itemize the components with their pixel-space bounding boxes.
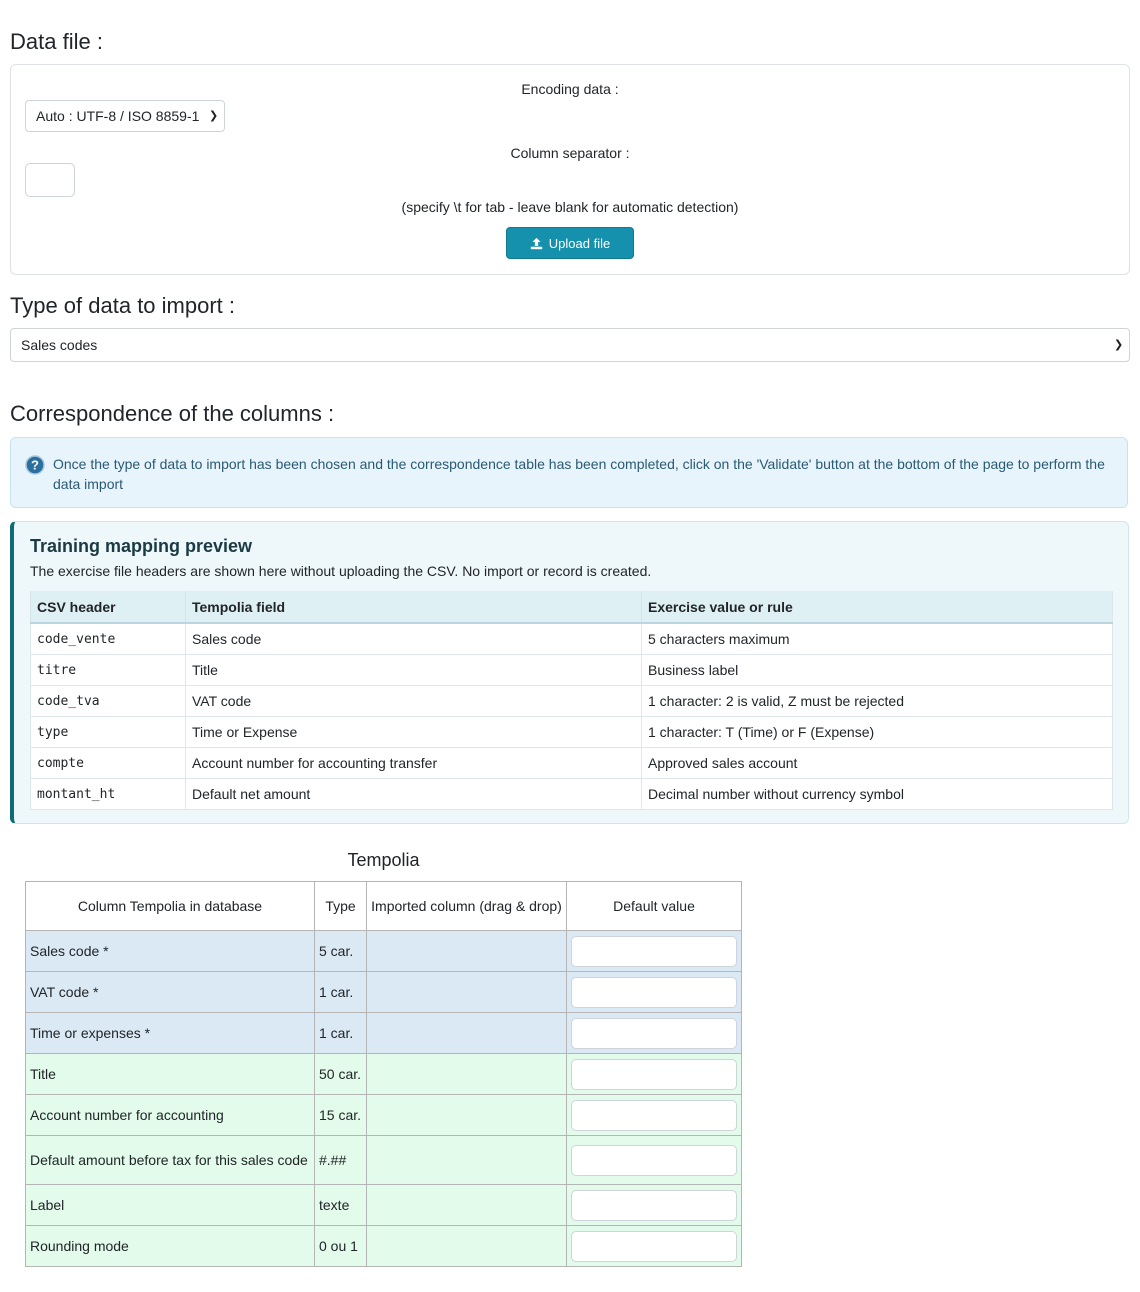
- preview-row: [31, 623, 1113, 655]
- default-value-input[interactable]: [571, 1059, 737, 1090]
- data-file-heading: Data file :: [10, 29, 103, 54]
- mapping-row: [26, 931, 742, 972]
- preview-header-row: [31, 591, 1113, 623]
- mapping-col-database: Column Tempolia in database: [26, 882, 315, 931]
- question-icon: [25, 455, 45, 475]
- mapping-row: [26, 1054, 742, 1095]
- default-value-input[interactable]: [571, 1145, 737, 1176]
- mapping-field-type: 1 car.: [315, 1013, 367, 1054]
- upload-file-label: Upload file: [548, 235, 611, 251]
- mapping-row: [26, 1185, 742, 1226]
- import-type-heading: Type of data to import :: [10, 293, 236, 318]
- default-value-cell: [567, 1013, 742, 1054]
- preview-col-tempolia-field: Tempolia field: [186, 591, 642, 623]
- preview-cell-field: Title: [186, 655, 642, 686]
- chevron-down-icon: ❯: [1114, 339, 1124, 351]
- mapping-field-type: 0 ou 1: [315, 1226, 367, 1267]
- preview-cell-rule: Business label: [642, 655, 1113, 686]
- preview-row: [31, 686, 1113, 717]
- training-preview-panel: [10, 521, 1129, 824]
- default-value-cell: [567, 1054, 742, 1095]
- preview-row: [31, 655, 1113, 686]
- drop-zone[interactable]: [367, 1095, 567, 1136]
- preview-cell-rule: 5 characters maximum: [642, 623, 1113, 655]
- preview-col-csv-header: CSV header: [31, 591, 186, 623]
- preview-description: The exercise file headers are shown here without uploading the CSV. No import or record is created.: [30, 563, 652, 579]
- preview-cell-csv: montant_ht: [31, 779, 186, 810]
- default-value-input[interactable]: [571, 977, 737, 1008]
- chevron-down-icon: ❯: [209, 110, 219, 122]
- preview-cell-csv: titre: [31, 655, 186, 686]
- preview-cell-rule: 1 character: T (Time) or F (Expense): [642, 717, 1113, 748]
- preview-cell-csv: code_tva: [31, 686, 186, 717]
- preview-row: [31, 748, 1113, 779]
- preview-cell-field: Default net amount: [186, 779, 642, 810]
- svg-text:?: ?: [31, 457, 39, 473]
- default-value-cell: [567, 1095, 742, 1136]
- mapping-row: [26, 1013, 742, 1054]
- mapping-row: [26, 1095, 742, 1136]
- mapping-field-type: 50 car.: [315, 1054, 367, 1095]
- data-file-card: [10, 64, 1130, 275]
- mapping-row: [26, 1226, 742, 1267]
- mapping-field-name: Title: [26, 1054, 315, 1095]
- mapping-field-type: 15 car.: [315, 1095, 367, 1136]
- default-value-input[interactable]: [571, 1190, 737, 1221]
- upload-file-button[interactable]: [506, 227, 634, 259]
- default-value-cell: [567, 931, 742, 972]
- separator-input[interactable]: [25, 163, 75, 197]
- preview-table: [30, 591, 1113, 810]
- mapping-field-name: Sales code *: [26, 931, 315, 972]
- preview-cell-rule: 1 character: 2 is valid, Z must be rejected: [642, 686, 1113, 717]
- preview-cell-rule: Decimal number without currency symbol: [642, 779, 1113, 810]
- default-value-input[interactable]: [571, 1100, 737, 1131]
- mapping-col-default: Default value: [567, 882, 742, 931]
- encoding-select-wrap: [25, 100, 225, 132]
- mapping-field-type: 5 car.: [315, 931, 367, 972]
- preview-cell-field: VAT code: [186, 686, 642, 717]
- mapping-table: [25, 881, 742, 1267]
- mapping-field-type: #.##: [315, 1136, 367, 1185]
- preview-row: [31, 717, 1113, 748]
- import-type-select[interactable]: [10, 328, 1130, 362]
- mapping-field-type: texte: [315, 1185, 367, 1226]
- mapping-field-name: Rounding mode: [26, 1226, 315, 1267]
- default-value-cell: [567, 972, 742, 1013]
- drop-zone[interactable]: [367, 972, 567, 1013]
- preview-row: [31, 779, 1113, 810]
- mapping-col-imported: Imported column (drag & drop): [367, 882, 567, 931]
- default-value-cell: [567, 1136, 742, 1185]
- mapping-field-name: Default amount before tax for this sales code: [26, 1136, 315, 1185]
- preview-cell-field: Account number for accounting transfer: [186, 748, 642, 779]
- info-alert: [10, 437, 1128, 508]
- default-value-input[interactable]: [571, 936, 737, 967]
- separator-hint: (specify \t for tab - leave blank for automatic detection): [401, 199, 739, 215]
- default-value-cell: [567, 1185, 742, 1226]
- mapping-field-name: Account number for accounting: [26, 1095, 315, 1136]
- default-value-input[interactable]: [571, 1231, 737, 1262]
- preview-col-exercise-rule: Exercise value or rule: [642, 591, 1113, 623]
- upload-icon: [530, 237, 543, 250]
- info-text: Once the type of data to import has been chosen and the correspondence table has been completed, click on the 'Validate' button at the bottom of the page to perform the data import: [53, 456, 1105, 492]
- preview-cell-rule: Approved sales account: [642, 748, 1113, 779]
- preview-cell-field: Time or Expense: [186, 717, 642, 748]
- mapping-field-name: VAT code *: [26, 972, 315, 1013]
- mapping-field-name: Time or expenses *: [26, 1013, 315, 1054]
- mapping-field-name: Label: [26, 1185, 315, 1226]
- separator-label: Column separator :: [510, 145, 630, 161]
- default-value-cell: [567, 1226, 742, 1267]
- drop-zone[interactable]: [367, 1013, 567, 1054]
- import-type-select-wrap: [10, 328, 1130, 362]
- mapping-row: [26, 972, 742, 1013]
- mapping-header-row: [26, 882, 742, 931]
- preview-cell-csv: code_vente: [31, 623, 186, 655]
- mapping-field-type: 1 car.: [315, 972, 367, 1013]
- preview-cell-csv: compte: [31, 748, 186, 779]
- mapping-col-type: Type: [315, 882, 367, 931]
- preview-cell-field: Sales code: [186, 623, 642, 655]
- default-value-input[interactable]: [571, 1018, 737, 1049]
- encoding-label: Encoding data :: [521, 81, 619, 97]
- drop-zone[interactable]: [367, 1054, 567, 1095]
- mapping-row: [26, 1136, 742, 1185]
- correspondence-heading: Correspondence of the columns :: [10, 401, 335, 426]
- mapping-table-caption: Tempolia: [347, 850, 420, 870]
- drop-zone[interactable]: [367, 931, 567, 972]
- drop-zone[interactable]: [367, 1226, 567, 1267]
- drop-zone[interactable]: [367, 1185, 567, 1226]
- encoding-select[interactable]: [25, 100, 225, 132]
- preview-title: Training mapping preview: [30, 536, 253, 556]
- preview-cell-csv: type: [31, 717, 186, 748]
- drop-zone[interactable]: [367, 1136, 567, 1185]
